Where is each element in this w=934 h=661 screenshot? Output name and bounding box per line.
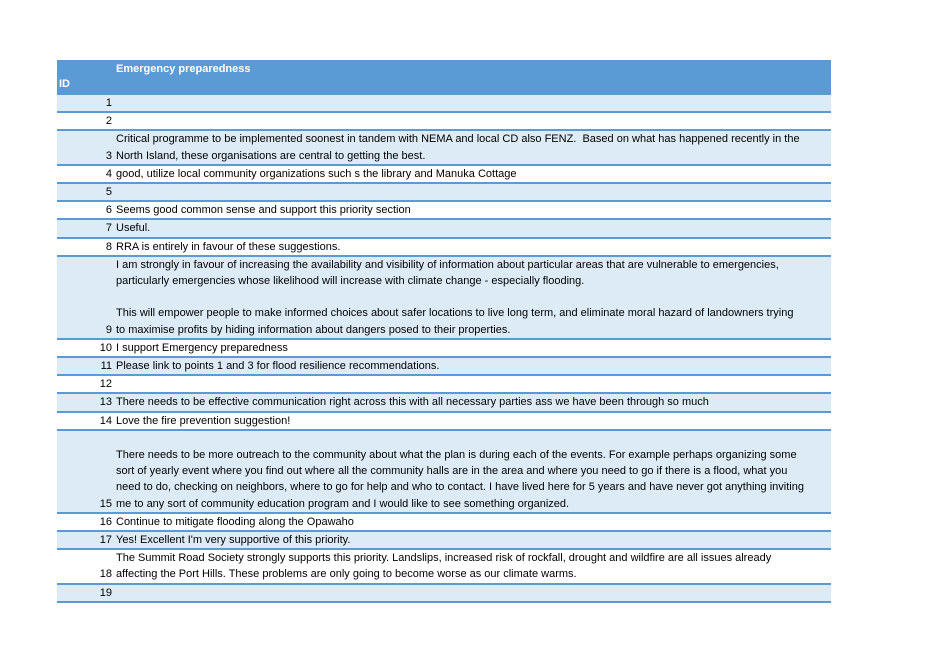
- table-row: [57, 131, 831, 165]
- row-id-cell: 9: [105, 323, 112, 336]
- table-row: [57, 431, 831, 514]
- table-row: [57, 239, 831, 257]
- row-response-cell: I support Emergency preparedness: [116, 341, 288, 354]
- row-id-cell: 19: [99, 586, 112, 599]
- row-response-cell: [112, 113, 831, 129]
- row-response-cell: [112, 95, 831, 111]
- row-id-cell: 17: [99, 534, 112, 547]
- table-body: [57, 95, 831, 603]
- row-id-cell: 10: [99, 341, 112, 354]
- table-row: [57, 166, 831, 184]
- row-response-cell: Critical programme to be implemented soonest in tandem with NEMA and local CD also FENZ. Based on what has happened recently in the North Island, these organisations are central to getting the best.: [116, 133, 800, 162]
- row-id-cell: 1: [105, 97, 112, 109]
- row-id-cell: 5: [105, 186, 112, 199]
- table-row: [57, 413, 831, 431]
- table-row: [57, 550, 831, 584]
- row-id-cell: 4: [105, 167, 112, 180]
- row-id-cell: 15: [99, 497, 112, 510]
- table-row: [57, 376, 831, 394]
- table-row: [57, 257, 831, 340]
- table-row: [57, 358, 831, 376]
- id-header-label: ID: [59, 78, 70, 90]
- emergency-preparedness-column-header: Emergency preparedness: [116, 63, 251, 75]
- row-id-cell: 16: [99, 515, 112, 528]
- responses-table: [57, 60, 831, 603]
- row-response-cell: I am strongly in favour of increasing the availability and visibility of information about particular areas that are vulnerable to emergencies, particularly emergencies whose likelihood will increase with climate change - especially flooding. This will empower people to make informed choices about safer locations to live long term, and eliminate moral hazard of landowners trying to maximise profits by hiding information about dangers posed to their properties.: [116, 258, 794, 336]
- table-row: [57, 532, 831, 550]
- row-response-cell: Continue to mitigate flooding along the Opawaho: [116, 515, 354, 528]
- table-row: [57, 184, 831, 202]
- row-response-cell: Love the fire prevention suggestion!: [116, 414, 291, 427]
- table-row: [57, 202, 831, 220]
- table-header: [57, 60, 831, 95]
- table-row: [57, 585, 831, 603]
- row-id-cell: 2: [105, 115, 112, 128]
- row-id-cell: 14: [99, 414, 112, 427]
- row-id-cell: 11: [100, 360, 112, 373]
- row-response-cell: [112, 585, 831, 601]
- table-row: [57, 514, 831, 532]
- row-id-cell: 8: [105, 240, 112, 253]
- row-response-cell: Useful.: [116, 222, 151, 235]
- row-response-cell: good, utilize local community organizations such s the library and Manuka Cottage: [116, 167, 517, 180]
- table-row: [57, 113, 831, 131]
- row-id-cell: 12: [99, 378, 112, 391]
- table-row: [57, 340, 831, 358]
- table-row: [57, 220, 831, 238]
- id-column-header: [57, 60, 112, 93]
- row-response-cell: [112, 184, 831, 200]
- row-response-cell: There needs to be more outreach to the community about what the plan is during each of the events. For example perhaps organizing some sort of yearly event where you find out where all the community halls are in the area and where you need to go if there is a flood, what you need to do, checking on neighbors, where to go for help and who to contact. I have lived here for 5 years and have never got anything inviting me to any sort of community education program and I would like to see something organized.: [116, 449, 804, 510]
- row-response-cell: Please link to points 1 and 3 for flood resilience recommendations.: [116, 360, 440, 373]
- row-id-cell: 13: [99, 396, 112, 409]
- row-response-cell: There needs to be effective communication right across this with all necessary parties ass we have been through so much: [116, 396, 709, 409]
- row-id-cell: 7: [105, 222, 112, 235]
- row-response-cell: [112, 376, 831, 392]
- row-response-cell: The Summit Road Society strongly supports this priority. Landslips, increased risk of rockfall, drought and wildfire are all issues already affecting the Port Hills. These problems are only going to become worse as our climate warms.: [116, 552, 772, 581]
- row-response-cell: RRA is entirely in favour of these suggestions.: [116, 240, 341, 253]
- row-id-cell: 6: [105, 204, 112, 217]
- row-response-cell: Yes! Excellent I'm very supportive of this priority.: [116, 534, 351, 547]
- row-response-cell: Seems good common sense and support this priority section: [116, 204, 411, 217]
- table-row: [57, 95, 831, 113]
- row-id-cell: 3: [105, 149, 112, 162]
- table-row: [57, 394, 831, 412]
- row-id-cell: 18: [99, 568, 112, 581]
